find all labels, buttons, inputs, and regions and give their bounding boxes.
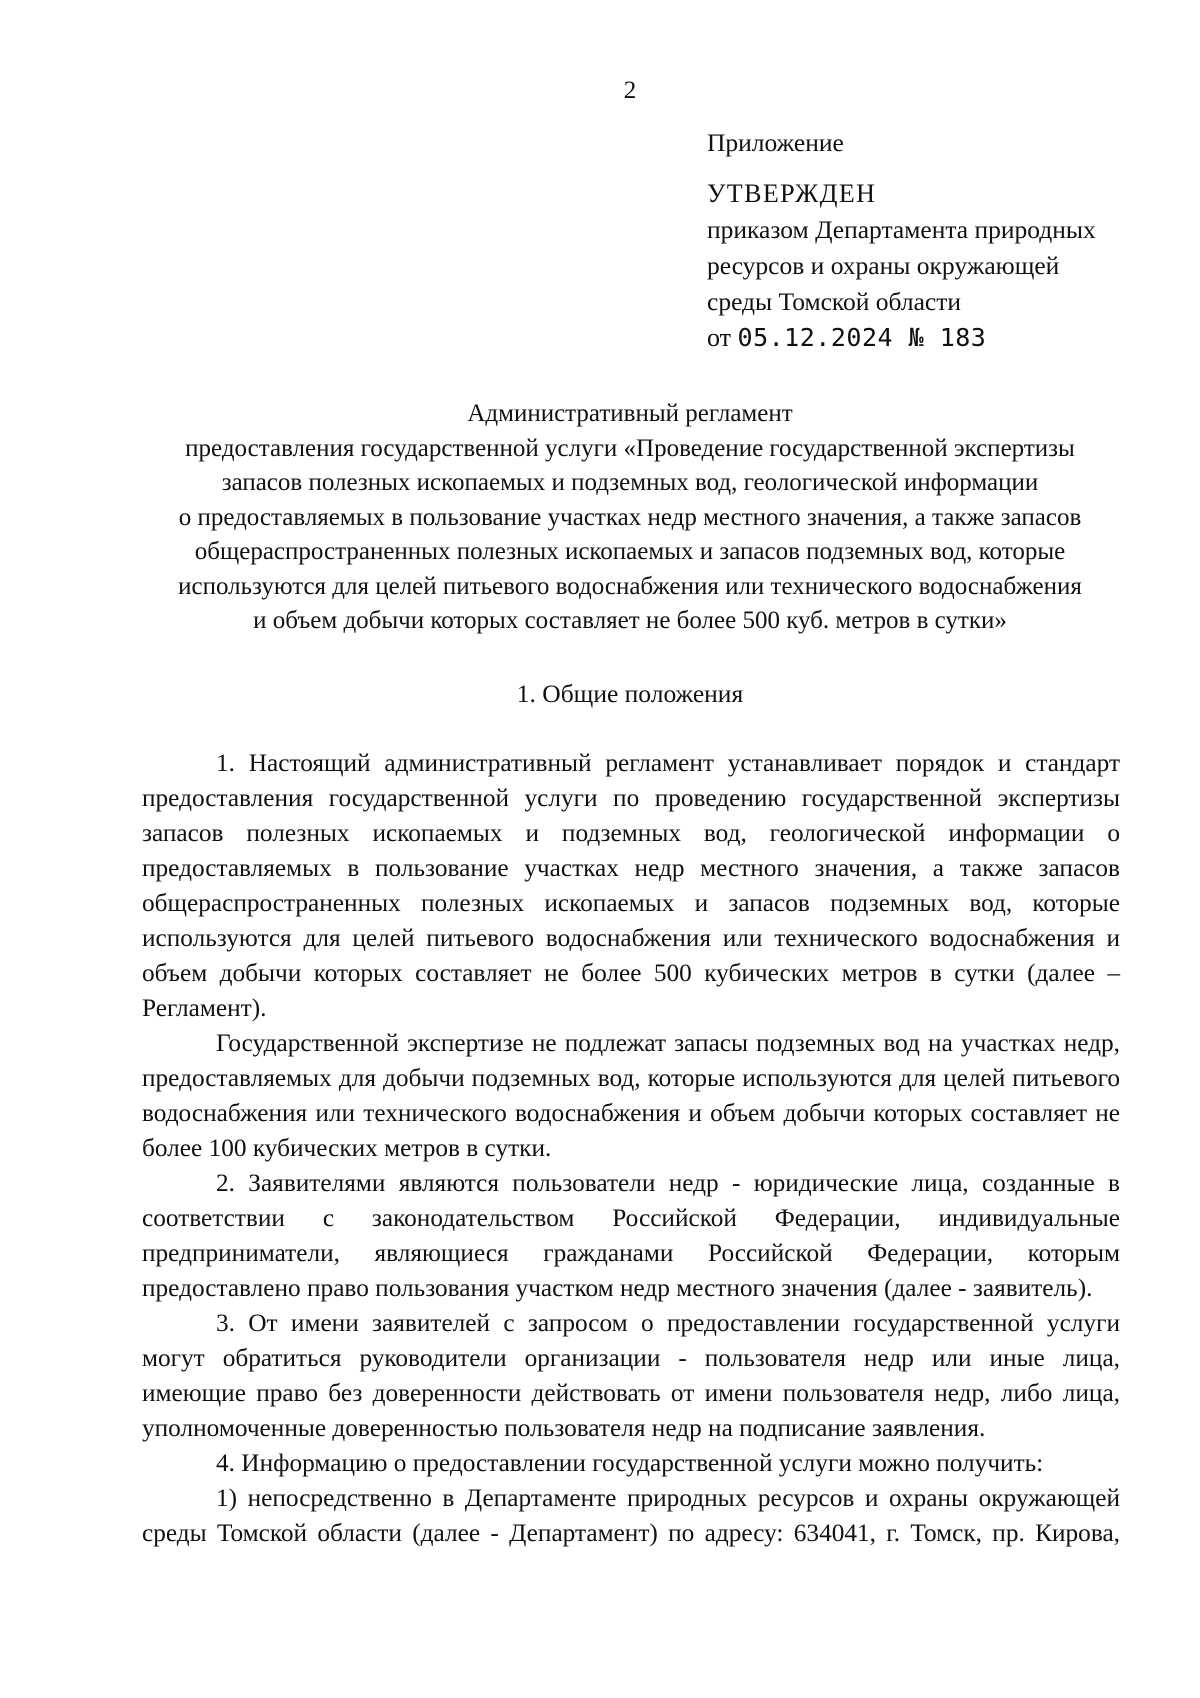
title-line: о предоставляемых в пользование участках недр местного значения, а также запасов <box>178 503 1082 531</box>
title-line: общераспространенных полезных ископаемых и запасов подземных вод, которые <box>194 538 1066 565</box>
approved-stamp-text: УТВЕРЖДЕН <box>707 179 877 208</box>
paragraph: 4. Информацию о предоставлении государственной услуги можно получить: <box>216 1449 1044 1477</box>
document-body <box>142 746 1120 1551</box>
approval-line: приказом Департамента природных <box>707 215 1096 244</box>
title-line: Административный регламент <box>467 400 793 427</box>
approval-line: среды Томской области <box>707 287 962 316</box>
paragraph: 2. Заявителями являются пользователи недр - юридические лица, созданные в соответствии с законодательством Российской Федерации, индивидуальные предприниматели, являющиеся гражданами Российской Федерации, которым предоставлено право пользования участком недр местного значения (далее - заявитель). <box>142 1169 1120 1302</box>
date-prefix: от <box>707 323 732 352</box>
title-line: предоставления государственной услуги «Проведение государственной экспертизы <box>185 434 1075 462</box>
approval-line: ресурсов и охраны окружающей <box>707 251 1060 280</box>
annex-label: Приложение <box>707 128 844 157</box>
page-number: 2 <box>623 77 637 104</box>
order-date-number: 05.12.2024 № 183 <box>737 323 987 352</box>
approval-block <box>707 125 1096 356</box>
paragraph: 3. От имени заявителей с запросом о предоставлении государственной услуги могут обратиться руководители организации - пользователя недр или иные лица, имеющие право без доверенности действовать от имени пользователя недр, либо лица, уполномоченные доверенностью пользователя недр на подписание заявления. <box>142 1309 1120 1442</box>
title-line: и объем добычи которых составляет не более 500 куб. метров в сутки» <box>253 607 1007 634</box>
title-line: используются для целей питьевого водоснабжения или технического водоснабжения <box>178 572 1082 600</box>
paragraph: 1. Настоящий административный регламент устанавливает порядок и стандарт предоставления государственной услуги по проведению государственной экспертизы запасов полезных ископаемых и подземных вод, геологической информации о предоставляемых в пользование участках недр местного значения, а также запасов общераспространенных полезных ископаемых и запасов подземных вод, которые используются для целей питьевого водоснабжения или технического водоснабжения и объем добычи которых составляет не более 500 кубических метров в сутки (далее – Регламент). <box>142 749 1120 1022</box>
section-heading: 1. Общие положения <box>516 679 744 708</box>
paragraph: 1) непосредственно в Департаменте природных ресурсов и охраны окружающей среды Томской области (далее - Департамент) по адресу: 634041, г. Томск, пр. Кирова, <box>142 1484 1120 1547</box>
document-title <box>140 397 1120 639</box>
title-line: запасов полезных ископаемых и подземных вод, геологической информации <box>221 469 1039 496</box>
paragraph: Государственной экспертизе не подлежат запасы подземных вод на участках недр, предоставляемых для добычи подземных вод, которые используются для целей питьевого водоснабжения или технического водоснабжения и объем добычи которых составляет не более 100 кубических метров в сутки. <box>142 1029 1120 1162</box>
approval-date-line <box>707 320 1096 356</box>
